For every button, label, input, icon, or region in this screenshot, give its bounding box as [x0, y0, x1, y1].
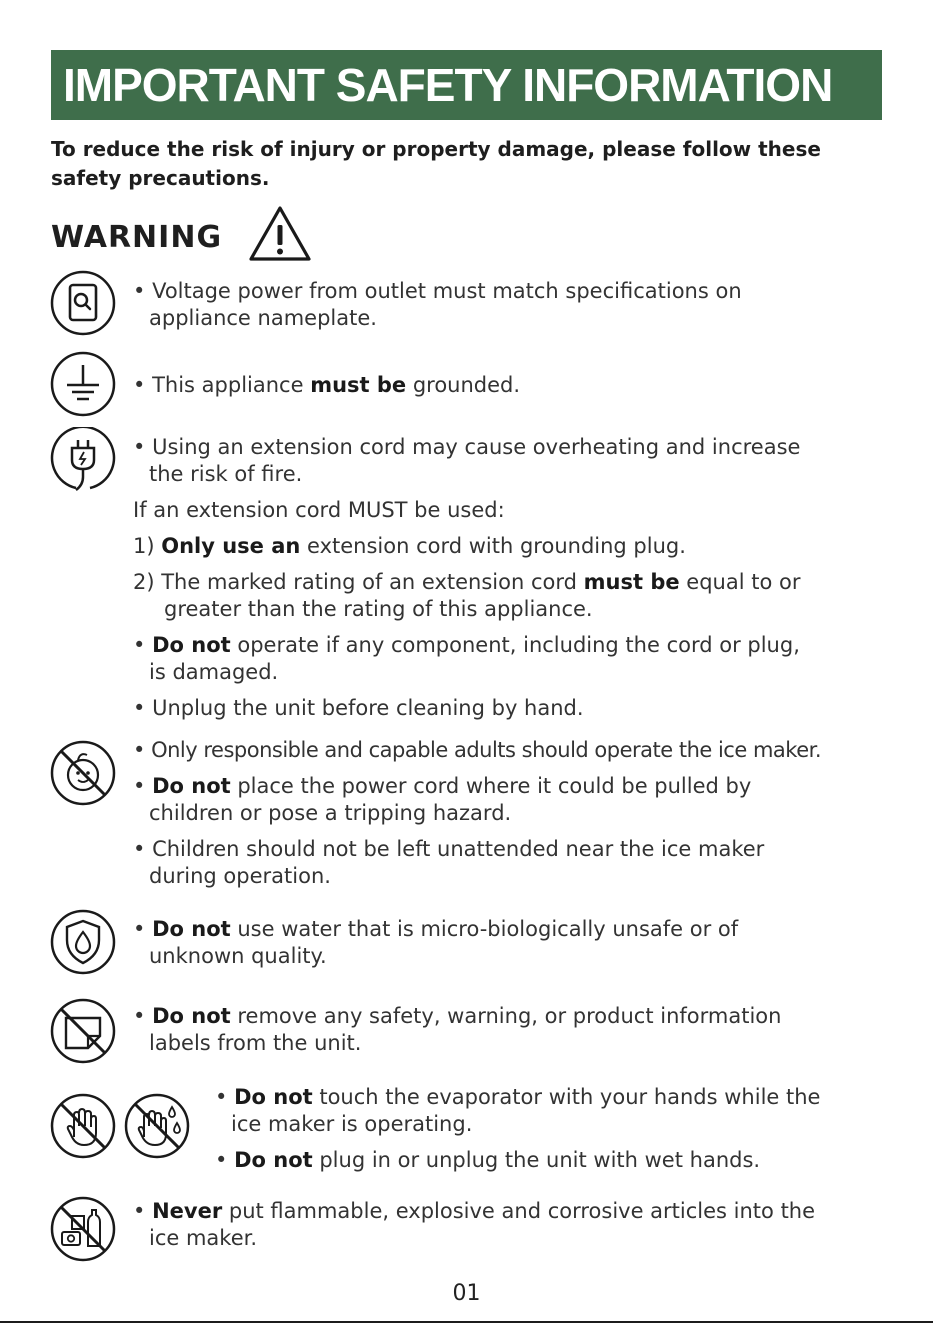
damaged-item: • Do not operate if any component, including the cord or plug, is damaged. [133, 633, 800, 684]
no-touch-hand-icon [50, 1093, 116, 1159]
page-bottom-border [0, 1321, 933, 1323]
header-banner [51, 50, 882, 120]
ground-symbol-icon [50, 351, 116, 417]
extension-rule-1: 1) Only use an extension cord with grounding plug. [133, 534, 686, 558]
page-title: IMPORTANT SAFETY INFORMATION [63, 59, 833, 111]
labels-item: • Do not remove any safety, warning, or product information labels from the unit. [133, 1004, 782, 1055]
wet-hands-item: • Do not plug in or unplug the unit with wet hands. [215, 1148, 761, 1172]
nameplate-inspect-icon [50, 270, 116, 336]
plug-icon [50, 427, 116, 493]
adults-item: • Only responsible and capable adults should operate the ice maker. [133, 738, 821, 762]
no-wet-hands-icon [124, 1093, 190, 1159]
no-flammable-items-icon [50, 1196, 116, 1262]
page-number: 01 [452, 1281, 481, 1306]
unattended-item: • Children should not be left unattended near the ice maker during operation. [133, 837, 765, 888]
no-remove-label-icon [50, 998, 116, 1064]
unplug-item: • Unplug the unit before cleaning by hand. [133, 696, 584, 720]
water-shield-icon [50, 909, 116, 975]
extension-rule-2: 2) The marked rating of an extension cord must be equal to or greater than the rating of this appliance. [133, 570, 801, 621]
cord-children-item: • Do not place the power cord where it could be pulled by children or pose a tripping hazard. [133, 774, 752, 825]
evaporator-item: • Do not touch the evaporator with your hands while the ice maker is operating. [215, 1085, 821, 1136]
warning-title: WARNING [51, 220, 223, 255]
flammable-item: • Never put flammable, explosive and corrosive articles into the ice maker. [133, 1199, 816, 1250]
voltage-item: • Voltage power from outlet must match specifications on appliance nameplate. [133, 279, 742, 330]
ground-item: • This appliance must be grounded. [133, 373, 521, 397]
intro-text: To reduce the risk of injury or property damage, please follow these safety precautions. [51, 137, 821, 190]
water-item: • Do not use water that is micro-biologically unsafe or of unknown quality. [133, 917, 739, 968]
warning-triangle-icon [247, 203, 313, 267]
extension-item: • Using an extension cord may cause overheating and increase the risk of fire. [133, 435, 801, 486]
no-children-icon [50, 740, 116, 806]
extension-condition: If an extension cord MUST be used: [133, 498, 505, 522]
